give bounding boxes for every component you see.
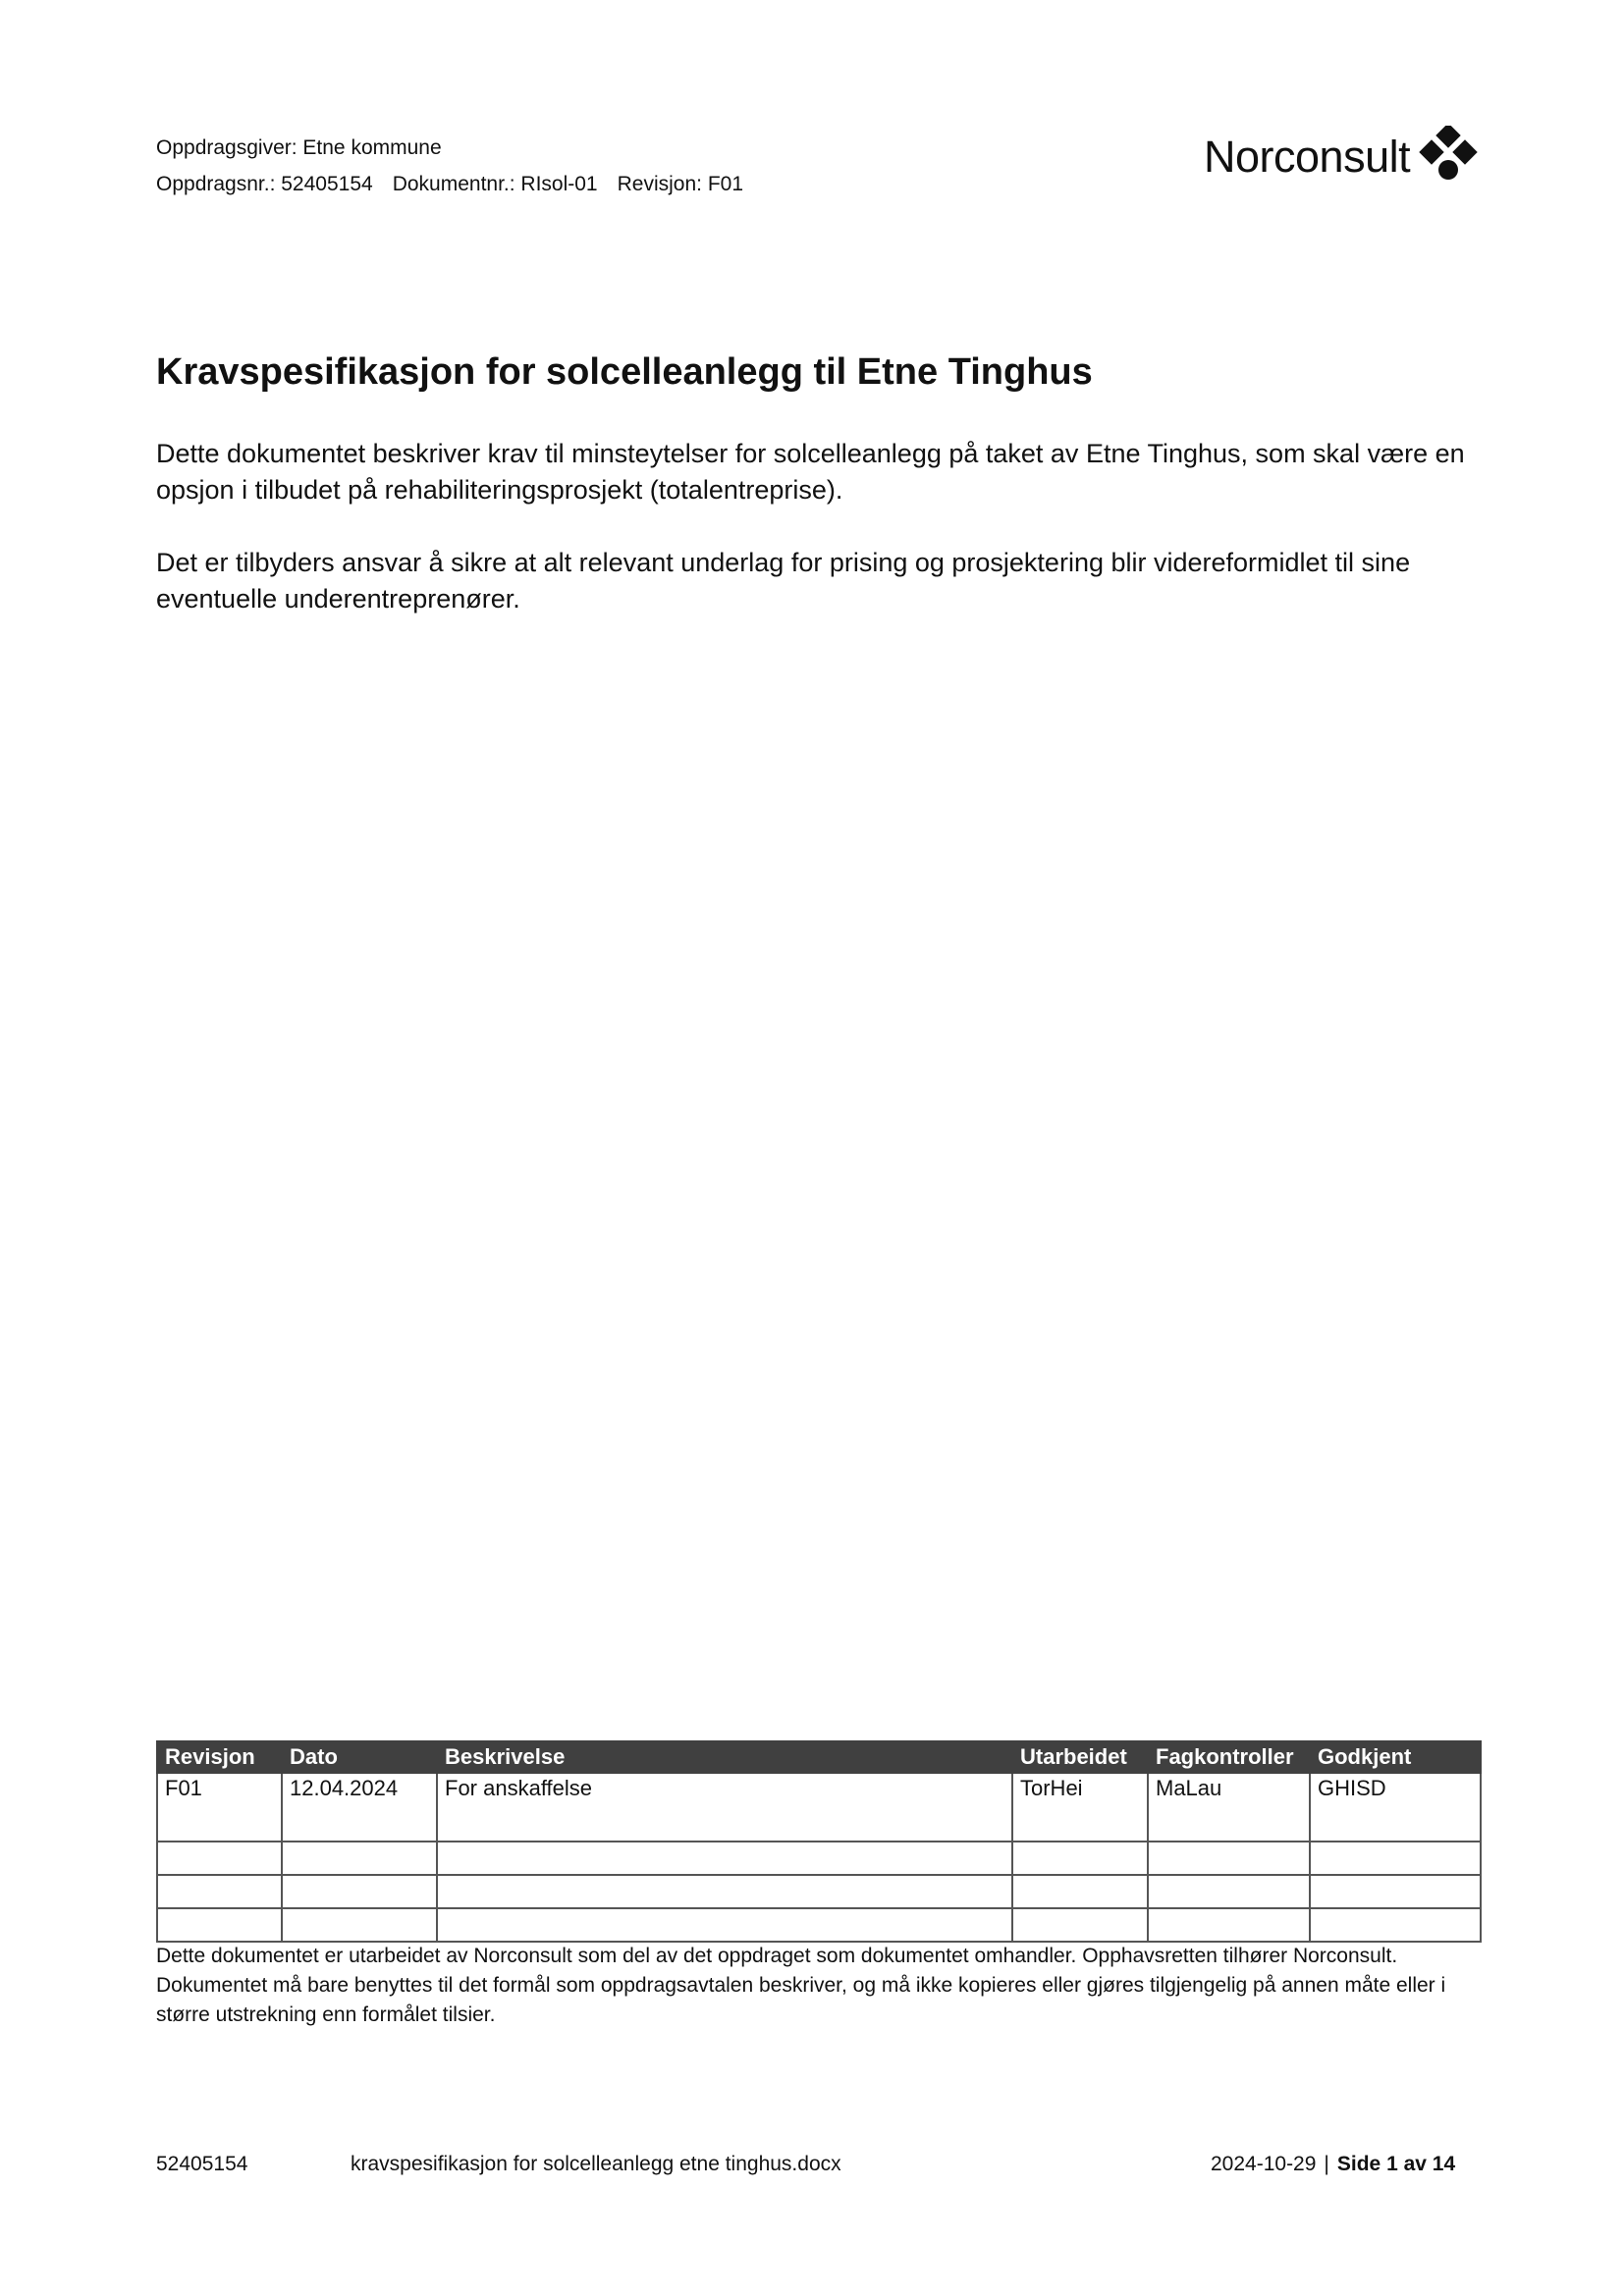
table-cell: [157, 1875, 282, 1908]
revision-table: [156, 1740, 1482, 1943]
norconsult-logo: [1204, 126, 1479, 187]
revision-table-header: [157, 1741, 1481, 1773]
table-cell: [1148, 1875, 1310, 1908]
table-row: [157, 1773, 1481, 1842]
header-cell: Godkjent: [1310, 1741, 1481, 1773]
table-cell: MaLau: [1148, 1773, 1310, 1842]
footer-project-number: 52405154: [156, 2153, 248, 2175]
document-ids: [156, 166, 743, 202]
table-cell: GHISD: [1310, 1773, 1481, 1842]
footer-page-number: Side 1 av 14: [1336, 2153, 1456, 2175]
table-cell: 12.04.2024: [282, 1773, 437, 1842]
document-number: Dokumentnr.: RIsol-01: [392, 173, 598, 195]
table-cell: [1012, 1842, 1148, 1875]
table-cell: [1310, 1908, 1481, 1942]
table-cell: For anskaffelse: [437, 1773, 1012, 1842]
table-cell: [437, 1875, 1012, 1908]
document-header: [156, 130, 743, 202]
table-cell: [1012, 1908, 1148, 1942]
header-cell: Fagkontroller: [1148, 1741, 1310, 1773]
table-cell: [1148, 1908, 1310, 1942]
norconsult-diamond-icon: [1418, 126, 1479, 187]
copyright-disclaimer: Dette dokumentet er utarbeidet av Norconsult som del av det oppdraget som dokumentet omhandler. Opphavsretten tilhører Norconsult. Dokumentet må bare benyttes til det formål som oppdragsavtalen beskriver, og må ikke kopieres eller gjøres tilgjengelig på annen måte eller i større utstrekning enn formålet tilsier.: [156, 1945, 1446, 2026]
header-cell: Dato: [282, 1741, 437, 1773]
table-cell: [437, 1842, 1012, 1875]
table-cell: F01: [157, 1773, 282, 1842]
client-line: Oppdragsgiver: Etne kommune: [156, 136, 442, 159]
table-cell: [1310, 1875, 1481, 1908]
table-cell: [1310, 1842, 1481, 1875]
responsibility-paragraph: Det er tilbyders ansvar å sikre at alt relevant underlag for prising og prosjektering blir videreformidlet til sine eventuelle underentreprenører.: [156, 548, 1411, 614]
intro-paragraph: Dette dokumentet beskriver krav til minsteytelser for solcelleanlegg på taket av Etne Tinghus, som skal være en opsjon i tilbudet på rehabiliteringsprosjekt (totalentreprise).: [156, 439, 1465, 505]
table-cell: TorHei: [1012, 1773, 1148, 1842]
header-cell: Beskrivelse: [437, 1741, 1012, 1773]
table-row: [157, 1842, 1481, 1875]
assignment-number: Oppdragsnr.: 52405154: [156, 173, 373, 195]
table-cell: [282, 1842, 437, 1875]
table-cell: [282, 1875, 437, 1908]
footer-date-page: [1211, 2152, 1455, 2177]
table-cell: [157, 1908, 282, 1942]
footer-filename: kravspesifikasjon for solcelleanlegg etne tinghus.docx: [351, 2153, 841, 2175]
logo-text: Norconsult: [1204, 131, 1411, 182]
table-cell: [437, 1908, 1012, 1942]
header-cell: Utarbeidet: [1012, 1741, 1148, 1773]
revision-label: Revisjon: F01: [617, 173, 744, 195]
document-title: Kravspesifikasjon for solcelleanlegg til Etne Tinghus: [156, 351, 1093, 393]
footer-separator: |: [1324, 2153, 1329, 2175]
table-cell: [1148, 1842, 1310, 1875]
table-cell: [1012, 1875, 1148, 1908]
table-cell: [157, 1842, 282, 1875]
header-cell: Revisjon: [157, 1741, 282, 1773]
table-row: [157, 1875, 1481, 1908]
table-row: [157, 1908, 1481, 1942]
footer-date: 2024-10-29: [1211, 2153, 1317, 2175]
table-cell: [282, 1908, 437, 1942]
